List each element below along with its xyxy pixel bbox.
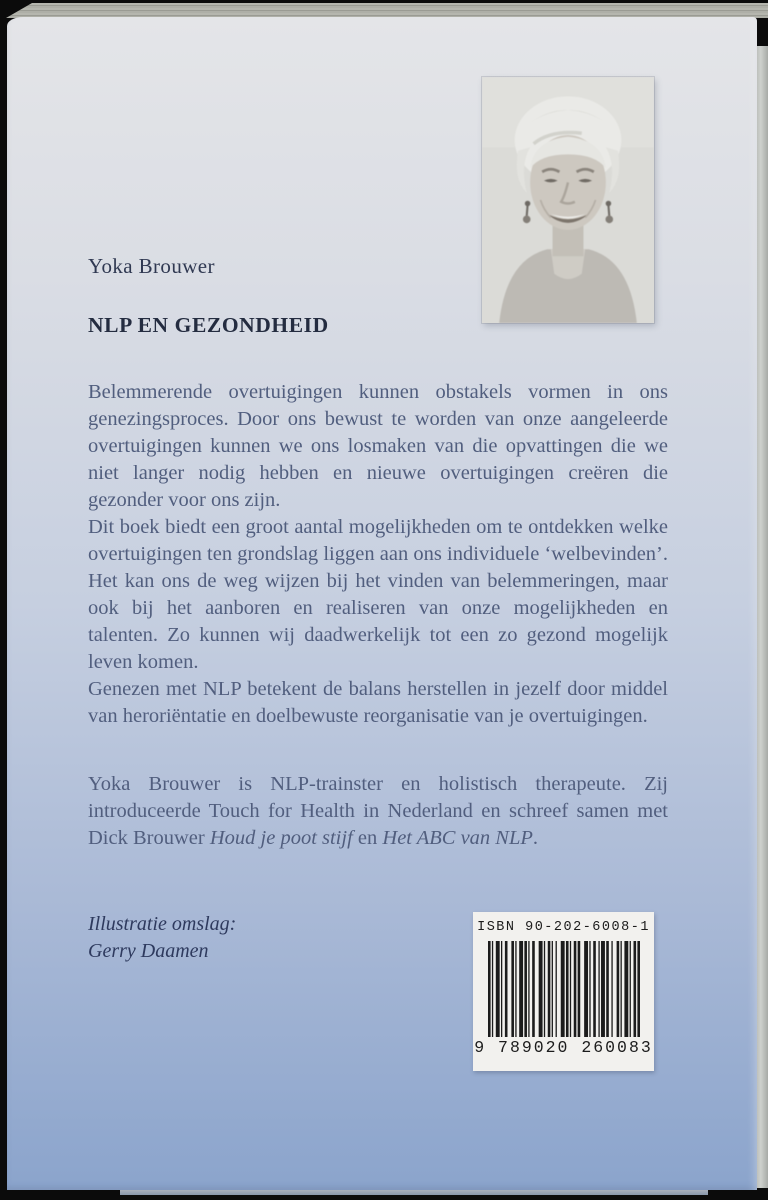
- blurb-paragraph-3: Genezen met NLP betekent de balans herstellen in jezelf door middel van heroriëntatie en doelbewuste reorganisatie van je overtuigingen.: [88, 678, 668, 727]
- book-top-page-edges: [6, 3, 768, 18]
- illustration-credit: [88, 911, 236, 965]
- bio-text: Yoka Brouwer is NLP-trainster en holistisch therapeute. Zij introduceerde Touch for Health in Nederland en schreef samen met Dick Brouwer: [88, 773, 668, 849]
- blurb-paragraph-1: Belemmerende overtuigingen kunnen obstakels vormen in ons genezingsproces. Door ons bewust te worden van onze aangeleerde overtuigingen kunnen we ons losmaken van die opvattingen die we niet langer nodig hebben en nieuwe overtuigingen creëren die gezonder voor ons zijn.: [88, 381, 668, 511]
- isbn-barcode-block: [473, 912, 654, 1071]
- author-bio: [88, 771, 668, 852]
- isbn-label: ISBN 90-202-6008-1: [477, 920, 650, 935]
- book-right-page-edges: [756, 46, 768, 1188]
- bio-text-end: .: [532, 827, 539, 849]
- bio-book-title-2: Het ABC van NLP: [382, 827, 533, 849]
- bio-text-connector: en: [352, 827, 383, 849]
- credit-label: Illustratie omslag:: [88, 913, 237, 935]
- author-portrait-illustration: [482, 77, 654, 323]
- barcode: [488, 941, 640, 1037]
- author-name: Yoka Brouwer: [88, 254, 215, 278]
- book-title: NLP EN GEZONDHEID: [88, 313, 329, 337]
- ean-number: 9 789020 260083: [474, 1038, 653, 1057]
- back-cover-blurb: [88, 379, 668, 730]
- barcode-bars: [488, 941, 640, 1037]
- blurb-paragraph-2: Dit boek biedt een groot aantal mogelijkheden om te ontdekken welke overtuigingen ten grondslag liggen aan ons individuele ‘welbevinden’. Het kan ons de weg wijzen bij het vinden van belemmeringen, maar ook bij het aanboren en realiseren van onze mogelijkheden en talenten. Zo kunnen wij daadwerkelijk tot een zo gezond mogelijk leven komen.: [88, 516, 668, 673]
- credit-name: Gerry Daamen: [88, 940, 209, 962]
- author-photo: [482, 77, 654, 323]
- bio-book-title-1: Houd je poot stijf: [209, 827, 353, 849]
